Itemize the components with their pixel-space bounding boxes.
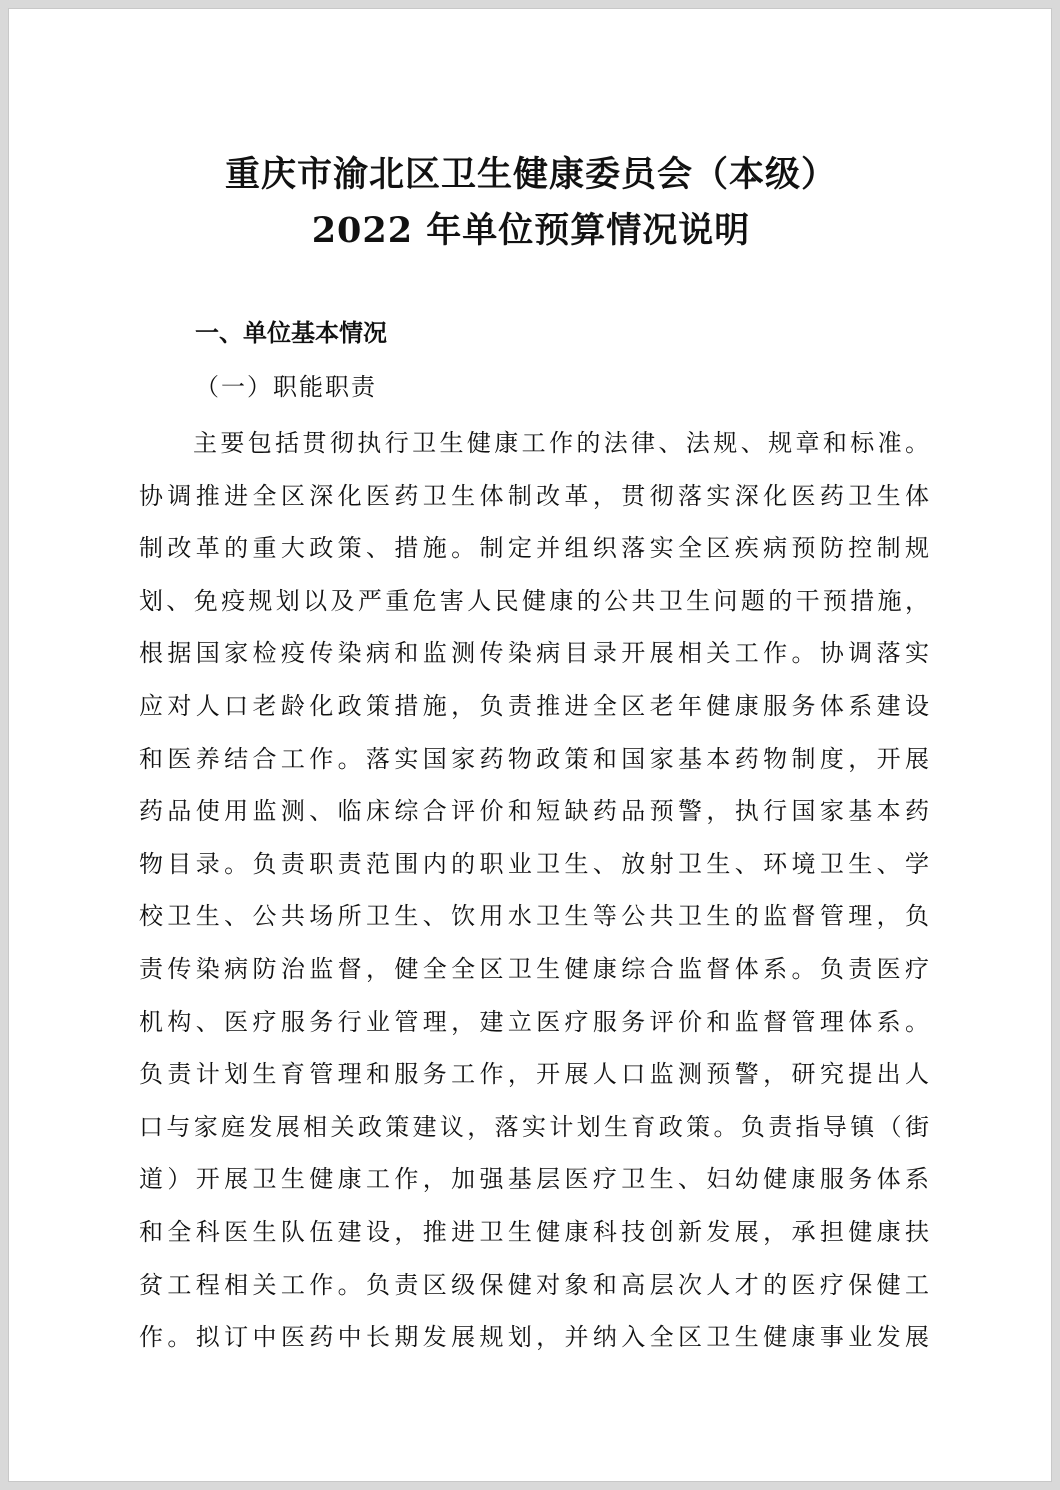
body-line: 机构、医疗服务行业管理，建立医疗服务评价和监督管理体系。 <box>139 1007 929 1036</box>
document-page <box>8 8 1052 1482</box>
body-line: 主要包括贯彻执行卫生健康工作的法律、法规、规章和标准。 <box>193 429 929 457</box>
body-line: 药品使用监测、临床综合评价和短缺药品预警，执行国家基本药 <box>139 797 929 826</box>
body-line: 和全科医生队伍建设，推进卫生健康科技创新发展，承担健康扶 <box>139 1217 929 1246</box>
body-line: 划、免疫规划以及严重危害人民健康的公共卫生问题的干预措施， <box>139 586 929 615</box>
section-heading: 一、单位基本情况 <box>195 319 387 347</box>
document-title <box>9 147 1053 259</box>
body-line: 道）开展卫生健康工作，加强基层医疗卫生、妇幼健康服务体系 <box>139 1165 929 1194</box>
body-line: 贫工程相关工作。负责区级保健对象和高层次人才的医疗保健工 <box>139 1270 929 1299</box>
body-line: 应对人口老龄化政策措施，负责推进全区老年健康服务体系建设 <box>139 691 929 720</box>
body-line: 校卫生、公共场所卫生、饮用水卫生等公共卫生的监督管理，负 <box>139 902 929 931</box>
body-line: 负责计划生育管理和服务工作，开展人口监测预警，研究提出人 <box>139 1060 929 1089</box>
body-line: 协调推进全区深化医药卫生体制改革，贯彻落实深化医药卫生体 <box>139 481 929 510</box>
body-line: 责传染病防治监督，健全全区卫生健康综合监督体系。负责医疗 <box>139 954 929 983</box>
body-line: 物目录。负责职责范围内的职业卫生、放射卫生、环境卫生、学 <box>139 849 929 878</box>
body-paragraph <box>139 417 929 1364</box>
title-line-1: 重庆市渝北区卫生健康委员会（本级） <box>224 154 837 195</box>
title-line-2: 2022 年单位预算情况说明 <box>311 210 751 251</box>
body-line: 口与家庭发展相关政策建议，落实计划生育政策。负责指导镇（街 <box>139 1112 929 1141</box>
sub-heading: （一）职能职责 <box>195 373 377 401</box>
body-line: 作。拟订中医药中长期发展规划，并纳入全区卫生健康事业发展 <box>139 1323 929 1352</box>
body-line: 和医养结合工作。落实国家药物政策和国家基本药物制度，开展 <box>139 744 929 773</box>
body-line: 制改革的重大政策、措施。制定并组织落实全区疾病预防控制规 <box>139 534 929 563</box>
body-line: 根据国家检疫传染病和监测传染病目录开展相关工作。协调落实 <box>139 639 929 668</box>
